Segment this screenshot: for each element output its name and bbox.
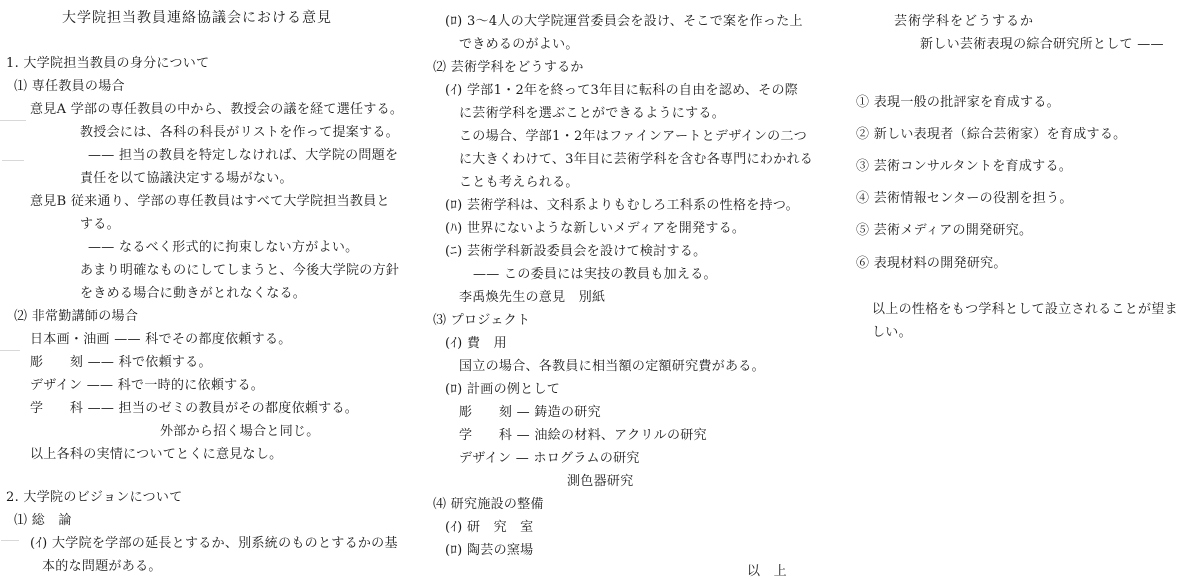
section-heading: 2. 大学院のビジョンについて: [6, 490, 183, 505]
text-line: に芸術学科を選ぶことができるようにする。: [459, 106, 726, 121]
text-line: (ﾊ) 世界にないような新しいメディアを開発する。: [445, 221, 746, 236]
text-line: 日本画・油画 —— 科でその都度依頼する。: [30, 332, 292, 347]
text-line: (ﾆ) 芸術学科新設委員会を設けて検討する。: [445, 244, 707, 259]
subsection-heading: ⑶ プロジェクト: [433, 313, 531, 328]
list-item: ③ 芸術コンサルタントを育成する。: [856, 159, 1073, 174]
text-line: 学 科 —— 担当のゼミの教員がその都度依頼する。: [30, 401, 359, 416]
text-line: (ﾛ) 芸術学科は、文科系よりもむしろ工科系の性格を持つ。: [445, 198, 799, 213]
section-heading: 芸術学科をどうするか: [894, 14, 1035, 29]
list-item: ② 新しい表現者（綜合芸術家）を育成する。: [856, 127, 1127, 142]
text-line: ことも考えられる。: [459, 175, 579, 190]
text-line: する。: [80, 217, 120, 232]
text-line: (ｲ) 研 究 室: [445, 520, 534, 535]
document-title: 大学院担当教員連絡協議会における意見: [62, 10, 332, 26]
list-item: ⑥ 表現材料の開発研究。: [856, 256, 1007, 271]
list-item: ④ 芸術情報センターの役割を担う。: [856, 191, 1073, 206]
text-line: 責任を以て協議決定する場がない。: [80, 171, 293, 186]
text-line: デザイン — ホログラムの研究: [459, 451, 640, 466]
right-column: [850, 0, 1200, 580]
text-line: —— なるべく形式的に拘束しない方がよい。: [88, 240, 359, 255]
text-line: 外部から招く場合と同じ。: [160, 424, 320, 439]
section-subheading: 新しい芸術表現の綜合研究所として ——: [920, 37, 1164, 52]
left-column: [0, 0, 410, 580]
text-line: —— 担当の教員を特定しなければ、大学院の問題を: [88, 148, 399, 163]
opinion-b: 意見B 従来通り、学部の専任教員はすべて大学院担当教員と: [30, 194, 390, 209]
scan-noise: [1, 540, 19, 541]
text-line: 以上各科の実情についてとくに意見なし。: [30, 447, 283, 462]
text-line: あまり明確なものにしてしまうと、今後大学院の方針: [80, 263, 400, 278]
scan-noise: [0, 120, 26, 121]
subsection-heading: ⑴ 専任教員の場合: [14, 79, 125, 94]
text-line: できめるのがよい。: [459, 37, 579, 52]
text-line: に大きくわけて、3年目に芸術学科を含む各専門にわかれる: [459, 152, 814, 167]
end-mark: 以 上: [747, 564, 787, 579]
closing-text: しい。: [872, 325, 912, 340]
text-line: (ｲ) 費 用: [445, 336, 507, 351]
opinion-a: 意見A 学部の専任教員の中から、教授会の議を経て選任する。: [30, 102, 404, 117]
text-line: 国立の場合、各教員に相当額の定額研究費がある。: [459, 359, 765, 374]
text-line: この場合、学部1・2年はファインアートとデザインの二つ: [459, 129, 808, 144]
text-line: —— この委員には実技の教員も加える。: [473, 267, 717, 282]
text-line: 教授会には、各科の科長がリストを作って提案する。: [80, 125, 399, 140]
text-line: 彫 刻 —— 科で依頼する。: [30, 355, 212, 370]
subsection-heading: ⑵ 非常勤講師の場合: [14, 309, 139, 324]
list-item: ① 表現一般の批評家を育成する。: [856, 95, 1060, 110]
middle-column: [425, 0, 845, 580]
subsection-heading: ⑷ 研究施設の整備: [433, 497, 544, 512]
text-line: 測色器研究: [567, 474, 634, 489]
text-line: をきめる場合に動きがとれなくなる。: [80, 286, 307, 301]
text-line: (ﾛ) 陶芸の窯場: [445, 543, 534, 558]
scan-noise: [0, 350, 20, 351]
closing-text: 以上の性格をもつ学科として設立されることが望ま: [872, 302, 1178, 317]
subsection-heading: ⑴ 総 論: [14, 513, 72, 528]
section-heading: 1. 大学院担当教員の身分について: [6, 56, 210, 71]
scan-noise: [2, 160, 24, 161]
text-line: (ﾛ) 計画の例として: [445, 382, 561, 397]
list-item: ⑤ 芸術メディアの開発研究。: [856, 223, 1033, 238]
text-line: 学 科 — 油絵の材料、アクリルの研究: [459, 428, 707, 443]
text-line: 李禹煥先生の意見 別紙: [459, 290, 606, 305]
text-line: 彫 刻 — 鋳造の研究: [459, 405, 601, 420]
text-line: (ﾛ) 3〜4人の大学院運営委員会を設け、そこで案を作った上: [445, 14, 803, 29]
text-line: 本的な問題がある。: [42, 559, 162, 574]
text-line: デザイン —— 科で一時的に依頼する。: [30, 378, 265, 393]
text-line: (ｲ) 学部1・2年を終って3年目に転科の自由を認め、その際: [445, 83, 799, 98]
subsection-heading: ⑵ 芸術学科をどうするか: [433, 60, 584, 75]
text-line: (ｲ) 大学院を学部の延長とするか、別系統のものとするかの基: [30, 536, 398, 551]
